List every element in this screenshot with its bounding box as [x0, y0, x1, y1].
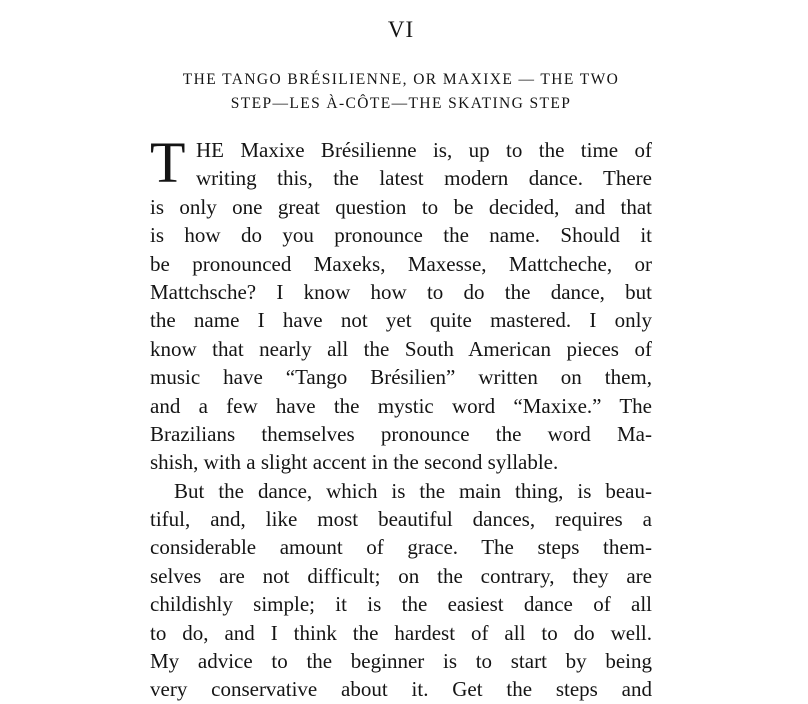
text-line: know that nearly all the South American pieces of: [150, 336, 652, 361]
text-line: HE Maxixe Brésilienne is, up to the time of: [196, 138, 652, 162]
text-line: childishly simple; it is the easiest dance of all: [150, 592, 652, 617]
text-line: very conservative about it. Get the steps and: [150, 677, 652, 702]
text-line: be pronounced Maxeks, Maxesse, Mattcheche, or: [150, 251, 652, 276]
text-line: considerable amount of grace. The steps them-: [150, 535, 652, 560]
chapter-number: VI: [387, 17, 415, 42]
text-line: Brazilians themselves pronounce the word Ma-: [150, 421, 652, 446]
text-line: is how do you pronounce the name. Should it: [150, 223, 652, 248]
text-line: My advice to the beginner is to start by being: [150, 649, 652, 674]
chapter-title-line-1: THE TANGO BRÉSILIENNE, OR MAXIXE — THE TWO: [182, 71, 620, 88]
text-line: tiful, and, like most beautiful dances, requires a: [150, 507, 652, 532]
text-line: the name I have not yet quite mastered. I only: [150, 308, 652, 333]
drop-cap: T: [150, 130, 186, 195]
text-line: to do, and I think the hardest of all to do well.: [150, 620, 652, 645]
text-line: writing this, the latest modern dance. There: [196, 166, 652, 191]
text-line: Mattchsche? I know how to do the dance, but: [150, 279, 652, 304]
text-line: music have “Tango Brésilien” written on them,: [150, 365, 652, 390]
text-line: selves are not difficult; on the contrary, they are: [150, 563, 652, 588]
text-line: and a few have the mystic word “Maxixe.” The: [150, 393, 652, 418]
paragraph-2: [150, 477, 652, 704]
chapter-title: [150, 68, 652, 116]
text-line: is only one great question to be decided, and that: [150, 194, 652, 219]
text-line: shish, with a slight accent in the second syllable.: [150, 450, 559, 475]
text-line: But the dance, which is the main thing, is beau-: [174, 478, 652, 503]
body-text: [150, 130, 652, 704]
paragraph-1: [150, 130, 652, 477]
chapter-title-line-2: STEP—LES À-CÔTE—THE SKATING STEP: [230, 95, 572, 112]
